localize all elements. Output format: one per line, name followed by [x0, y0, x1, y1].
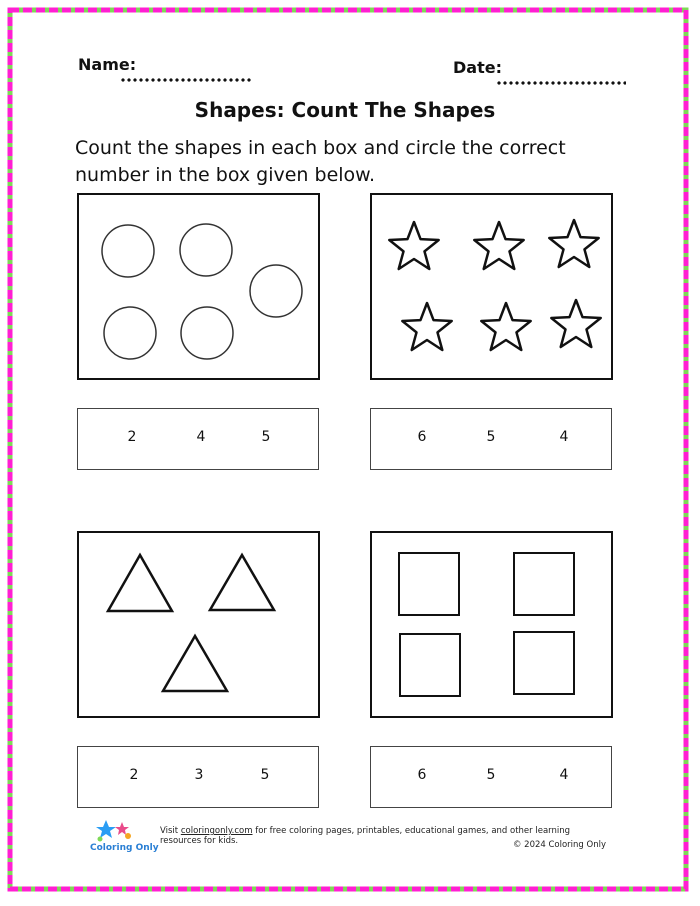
star-shape: [481, 303, 530, 350]
answer-option[interactable]: 5: [486, 767, 496, 783]
squares-answer-box: [370, 746, 612, 808]
answer-option[interactable]: 5: [260, 767, 270, 783]
footer-visit-prefix: Visit: [160, 826, 181, 836]
name-line[interactable]: [120, 78, 252, 82]
logo-star-figures-icon: [88, 818, 138, 844]
answer-option[interactable]: 2: [127, 429, 137, 445]
footer-copyright: © 2024 Coloring Only: [512, 840, 606, 850]
circle-shape: [180, 224, 232, 276]
circle-shape: [104, 307, 156, 359]
stars-answer-box: [370, 408, 612, 470]
triangle-shape: [108, 555, 172, 611]
logo-text: Coloring Only: [90, 843, 159, 853]
footer-link[interactable]: coloringonly.com: [180, 826, 253, 836]
triangle-shape: [163, 636, 227, 691]
circles-answer-box: [77, 408, 319, 470]
answer-option[interactable]: 4: [559, 429, 569, 445]
star-shape: [402, 303, 451, 350]
circle-shape: [102, 225, 154, 277]
circle-shape: [181, 307, 233, 359]
date-label: Date:: [453, 58, 502, 77]
answer-option[interactable]: 5: [261, 429, 271, 445]
star-shape: [474, 222, 523, 269]
answer-option[interactable]: 2: [129, 767, 139, 783]
triangles-answer-box: [77, 746, 319, 808]
square-shape: [400, 634, 460, 696]
circle-shape: [250, 265, 302, 317]
square-shape: [399, 553, 459, 615]
star-shape: [389, 222, 438, 269]
star-shape: [551, 300, 600, 347]
answer-option[interactable]: 4: [196, 429, 206, 445]
page-title: Shapes: Count The Shapes: [194, 98, 496, 122]
answer-option[interactable]: 4: [559, 767, 569, 783]
instructions-text: Count the shapes in each box and circle the correct number in the box given below.: [75, 137, 566, 186]
answer-option[interactable]: 6: [417, 429, 427, 445]
triangles-box: [77, 531, 320, 718]
footer-visit-suffix: for free coloring pages, printables, educational games, and other learning resources for kids.: [160, 826, 571, 846]
star-shape: [549, 220, 598, 267]
stars-box: [370, 193, 613, 380]
answer-option[interactable]: 3: [194, 767, 204, 783]
answer-option[interactable]: 5: [486, 429, 496, 445]
name-label: Name:: [78, 55, 137, 74]
date-line[interactable]: [496, 81, 626, 85]
square-shape: [514, 632, 574, 694]
answer-option[interactable]: 6: [417, 767, 427, 783]
circles-box: [77, 193, 320, 380]
square-shape: [514, 553, 574, 615]
squares-box: [370, 531, 613, 718]
triangle-shape: [210, 555, 274, 610]
